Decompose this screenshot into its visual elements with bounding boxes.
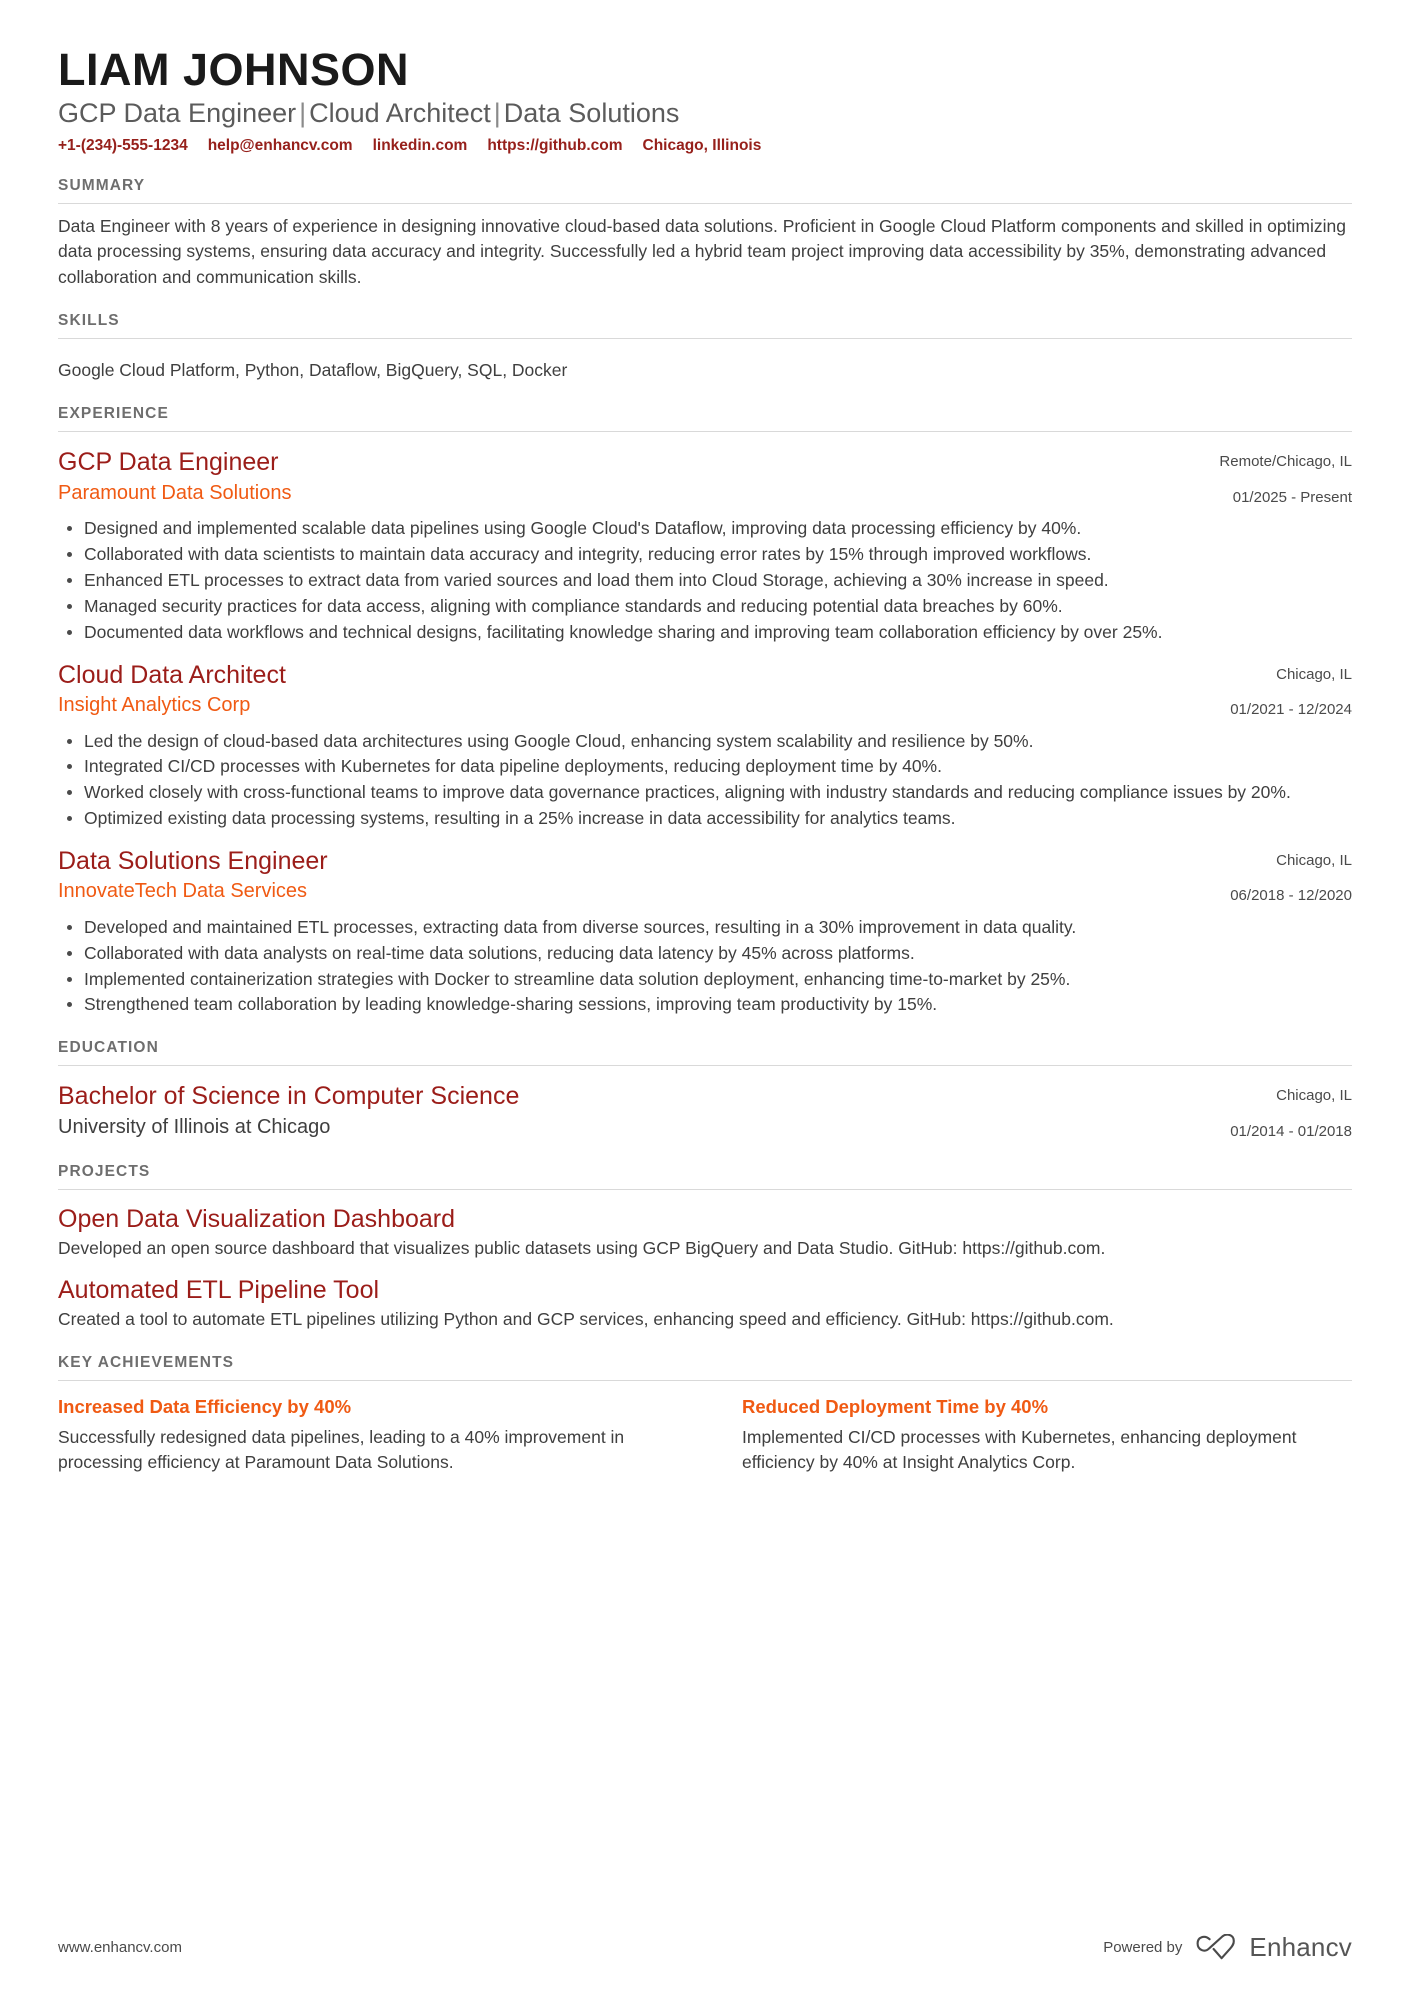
school-location: Chicago, IL <box>1276 1087 1352 1105</box>
enhancv-logo <box>1196 1932 1352 1963</box>
section-divider <box>58 338 1352 339</box>
list-item: Documented data workflows and technical designs, facilitating knowledge sharing and improving team collaboration efficiency by over 25%. <box>58 620 1352 645</box>
skills-list: Google Cloud Platform, Python, Dataflow, BigQuery, SQL, Docker <box>58 360 568 381</box>
company-name: Paramount Data Solutions <box>58 481 292 504</box>
entry-identity <box>58 1082 1162 1140</box>
page-title: LIAM JOHNSON <box>58 44 410 95</box>
section-heading-projects: PROJECTS <box>58 1163 151 1181</box>
project-description: Developed an open source dashboard that visualizes public datasets using GCP BigQuery and Data Studio. GitHub: https://github.com. <box>58 1238 1106 1259</box>
job-dates: 01/2025 - Present <box>1232 488 1352 506</box>
job-dates: 01/2021 - 12/2024 <box>1230 701 1352 719</box>
section-heading-experience: EXPERIENCE <box>58 405 169 423</box>
section-heading-summary: SUMMARY <box>58 176 146 194</box>
section-divider <box>58 431 1352 432</box>
project-description: Created a tool to automate ETL pipelines utilizing Python and GCP services, enhancing speed and efficiency. GitHub: https://github.com. <box>58 1309 1114 1330</box>
list-item: Collaborated with data scientists to maintain data accuracy and integrity, reducing error rates by 15% through improved workflows. <box>58 542 1352 567</box>
section-divider <box>58 1065 1352 1066</box>
section-education <box>58 1039 1352 1141</box>
section-heading-key-achievements: KEY ACHIEVEMENTS <box>58 1354 235 1372</box>
entry-meta <box>1162 847 1352 906</box>
list-item: Implemented containerization strategies with Docker to streamline data solution deployment, enhancing time-to-market by 25%. <box>58 967 1352 992</box>
section-projects <box>58 1163 1352 1332</box>
school-name: University of Illinois at Chicago <box>58 1115 331 1138</box>
company-name: Insight Analytics Corp <box>58 694 251 717</box>
entry-header <box>58 661 1352 720</box>
list-item: Collaborated with data analysts on real-time data solutions, reducing data latency by 45% across platforms. <box>58 941 1352 966</box>
job-title: Data Solutions Engineer <box>58 846 328 875</box>
experience-entry <box>58 847 1352 1017</box>
achievements-grid <box>58 1395 1352 1475</box>
job-location: Chicago, IL <box>1276 665 1352 683</box>
footer-website-url[interactable]: www.enhancv.com <box>58 1938 182 1956</box>
section-heading-education: EDUCATION <box>58 1039 159 1057</box>
entry-identity <box>58 448 1162 506</box>
achievement-title: Increased Data Efficiency by 40% <box>58 1396 352 1418</box>
section-divider <box>58 203 1352 204</box>
list-item: Integrated CI/CD processes with Kubernetes for data pipeline deployments, reducing deployment time by 40%. <box>58 754 1352 779</box>
list-item: Designed and implemented scalable data pipelines using Google Cloud's Dataflow, improving data processing efficiency by 40%. <box>58 516 1352 541</box>
job-title: GCP Data Engineer <box>58 448 279 477</box>
degree-title: Bachelor of Science in Computer Science <box>58 1082 520 1111</box>
job-bullets <box>58 729 1352 831</box>
project-title: Automated ETL Pipeline Tool <box>58 1276 380 1305</box>
page-footer <box>0 1899 1410 1995</box>
professional-headline <box>58 97 1352 129</box>
section-key-achievements <box>58 1354 1352 1475</box>
job-dates: 06/2018 - 12/2020 <box>1230 887 1352 905</box>
school-dates: 01/2014 - 01/2018 <box>1230 1122 1352 1140</box>
entry-header <box>58 448 1352 507</box>
list-item: Led the design of cloud-based data architectures using Google Cloud, enhancing system scalability and resilience by 50%. <box>58 729 1352 754</box>
project-title: Open Data Visualization Dashboard <box>58 1205 456 1234</box>
entry-meta <box>1162 661 1352 720</box>
job-location: Chicago, IL <box>1276 851 1352 869</box>
contact-bar <box>58 137 1352 155</box>
contact-phone[interactable]: +1-(234)-555-1234 <box>58 136 188 154</box>
headline-part-2: Data Solutions <box>503 97 680 128</box>
section-divider <box>58 1380 1352 1381</box>
summary-text: Data Engineer with 8 years of experience in designing innovative cloud-based data solutions. Proficient in Google Cloud Platform components and skilled in optimizing data processing systems, ensuring data accuracy and integrity. Successfully led a hybrid team project improving data accessibility by 35%, demonstrating advanced collaboration and communication skills. <box>58 215 1346 287</box>
achievement-title: Reduced Deployment Time by 40% <box>742 1396 1049 1418</box>
section-divider <box>58 1189 1352 1190</box>
headline-part-1: Cloud Architect <box>309 97 491 128</box>
enhancv-mark-icon <box>1196 1934 1240 1960</box>
achievement-card <box>742 1395 1352 1475</box>
section-experience <box>58 405 1352 1017</box>
experience-entry <box>58 661 1352 831</box>
achievement-description: Implemented CI/CD processes with Kubernetes, enhancing deployment efficiency by 40% at Insight Analytics Corp. <box>742 1427 1297 1472</box>
entry-header <box>58 847 1352 906</box>
project-entry <box>58 1204 1352 1261</box>
project-entry <box>58 1275 1352 1332</box>
enhancv-wordmark: Enhancv <box>1249 1931 1352 1962</box>
powered-by-label: Powered by <box>1103 1938 1183 1956</box>
section-heading-skills: SKILLS <box>58 312 120 330</box>
job-title: Cloud Data Architect <box>58 660 286 689</box>
entry-meta <box>1162 1082 1352 1141</box>
job-location: Remote/Chicago, IL <box>1219 453 1352 471</box>
section-summary <box>58 177 1352 290</box>
achievement-description: Successfully redesigned data pipelines, leading to a 40% improvement in processing efficiency at Paramount Data Solutions. <box>58 1427 625 1472</box>
list-item: Enhanced ETL processes to extract data from varied sources and load them into Cloud Storage, achieving a 30% increase in speed. <box>58 568 1352 593</box>
list-item: Managed security practices for data access, aligning with compliance standards and reducing potential data breaches by 60%. <box>58 594 1352 619</box>
resume-header <box>58 46 1352 155</box>
list-item: Optimized existing data processing systems, resulting in a 25% increase in data accessibility for analytics teams. <box>58 806 1352 831</box>
headline-part-0: GCP Data Engineer <box>58 97 297 128</box>
achievement-card <box>58 1395 668 1475</box>
contact-linkedin[interactable]: linkedin.com <box>372 136 468 154</box>
entry-identity <box>58 661 1162 719</box>
experience-entry <box>58 448 1352 644</box>
job-bullets <box>58 915 1352 1017</box>
list-item: Strengthened team collaboration by leading knowledge-sharing sessions, improving team productivity by 15%. <box>58 992 1352 1017</box>
entry-identity <box>58 847 1162 905</box>
entry-header <box>58 1082 1352 1141</box>
contact-github[interactable]: https://github.com <box>487 136 623 154</box>
education-entry <box>58 1082 1352 1141</box>
footer-branding <box>1103 1932 1352 1963</box>
company-name: InnovateTech Data Services <box>58 880 308 903</box>
headline-separator: | <box>299 97 307 128</box>
list-item: Worked closely with cross-functional teams to improve data governance practices, aligning with industry standards and reducing compliance issues by 20%. <box>58 780 1352 805</box>
contact-email[interactable]: help@enhancv.com <box>207 136 353 154</box>
entry-meta <box>1162 448 1352 507</box>
contact-location: Chicago, Illinois <box>642 136 762 154</box>
section-skills <box>58 312 1352 383</box>
job-bullets <box>58 516 1352 644</box>
headline-separator: | <box>493 97 501 128</box>
list-item: Developed and maintained ETL processes, extracting data from diverse sources, resulting in a 30% improvement in data quality. <box>58 915 1352 940</box>
